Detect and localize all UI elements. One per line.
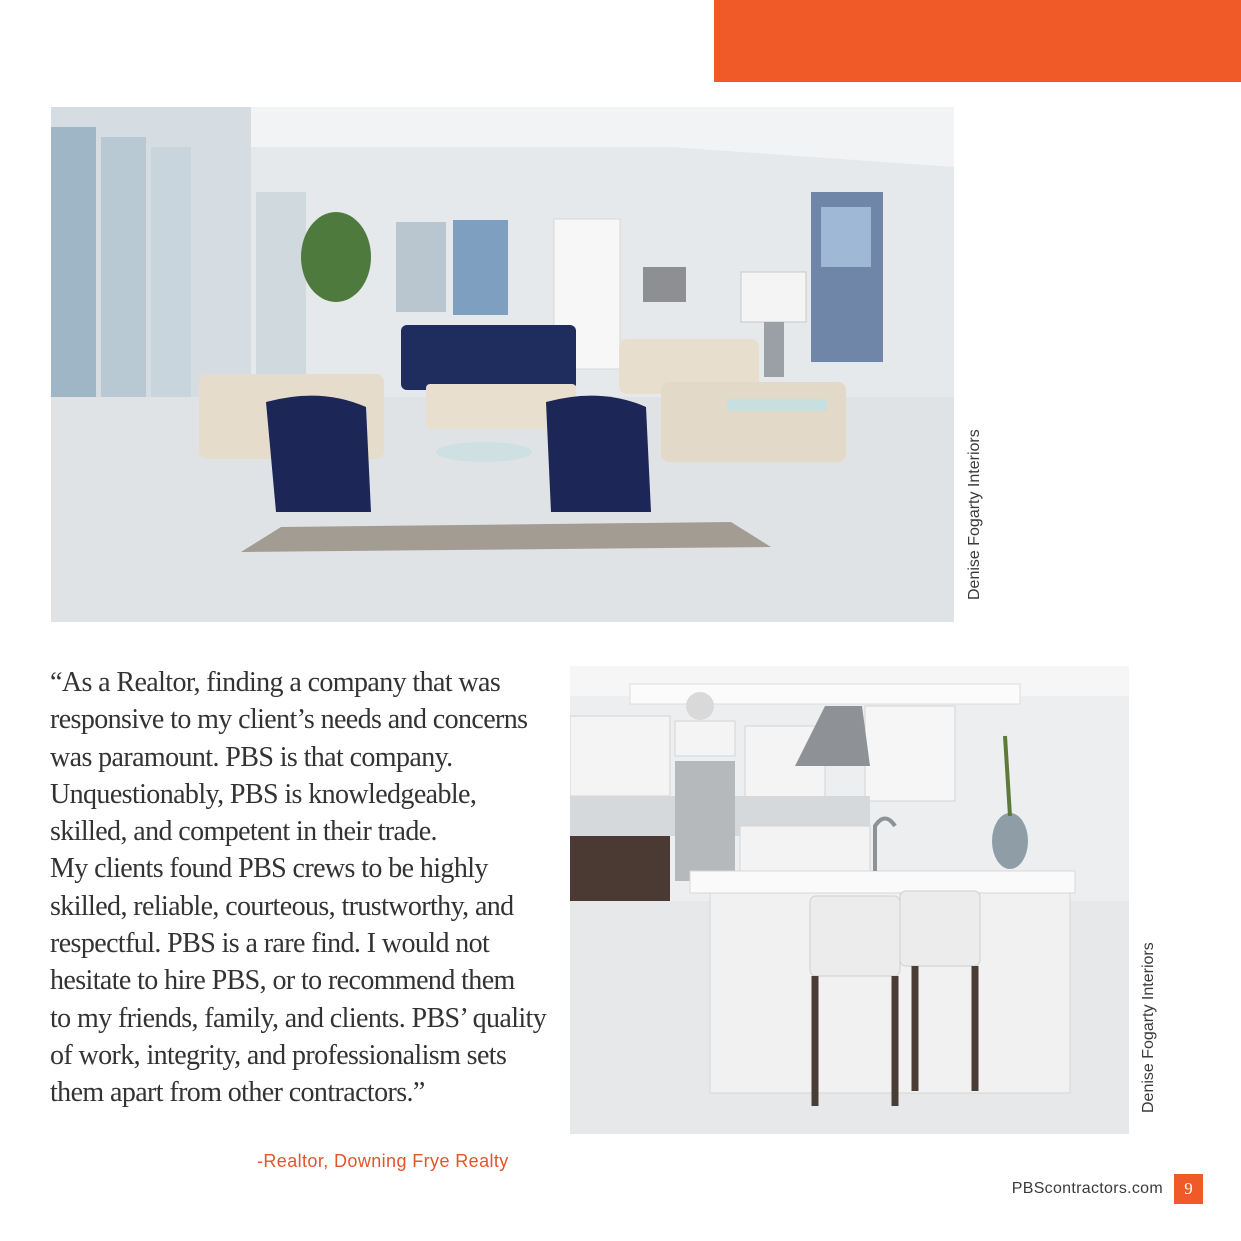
- living-room-photo: [51, 107, 954, 622]
- quote-line: responsive to my client’s needs and concerns: [50, 704, 528, 736]
- quote-line: respectful. PBS is a rare find. I would not: [50, 928, 490, 960]
- quote-attribution: -Realtor, Downing Frye Realty: [257, 1151, 509, 1171]
- testimonial-quote: [50, 664, 560, 1112]
- quote-line: skilled, and competent in their trade.: [50, 816, 437, 848]
- header-accent-bar: [714, 0, 1241, 82]
- quote-line: hesitate to hire PBS, or to recommend them: [50, 965, 515, 997]
- quote-line: to my friends, family, and clients. PBS’ quality: [50, 1002, 547, 1034]
- quote-line: skilled, reliable, courteous, trustworthy, and: [50, 890, 514, 922]
- quote-line: them apart from other contractors.”: [50, 1077, 425, 1109]
- quote-line: Unquestionably, PBS is knowledgeable,: [50, 778, 477, 810]
- quote-line: My clients found PBS crews to be highly: [50, 853, 488, 885]
- quote-line: “As a Realtor, finding a company that was: [50, 667, 501, 698]
- kitchen-photo: [570, 666, 1129, 1134]
- kitchen-photo-credit: Denise Fogarty Interiors: [1140, 942, 1157, 1113]
- footer-website-link[interactable]: PBScontractors.com: [1011, 1180, 1163, 1197]
- quote-line: of work, integrity, and professionalism sets: [50, 1039, 507, 1071]
- page-number-badge: 9: [1174, 1174, 1203, 1204]
- quote-line: was paramount. PBS is that company.: [50, 741, 453, 773]
- living-room-photo-credit: Denise Fogarty Interiors: [966, 429, 983, 600]
